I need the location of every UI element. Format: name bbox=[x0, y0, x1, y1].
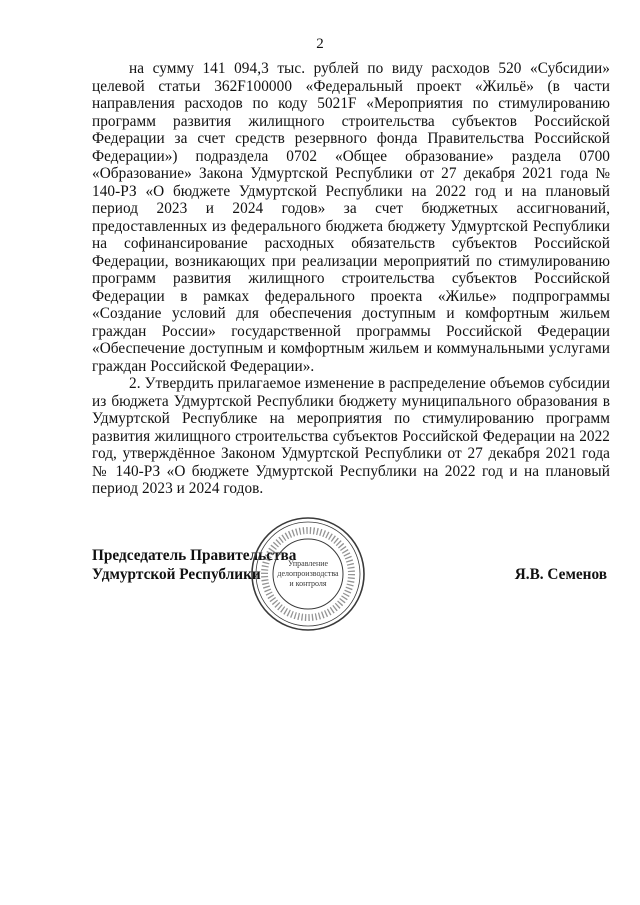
svg-text:Управление: Управление bbox=[287, 559, 329, 568]
signatory-title-line2: Удмуртской Республики bbox=[92, 566, 261, 583]
signatory-title-line1: Председатель Правительства bbox=[92, 547, 297, 564]
svg-text:и контроля: и контроля bbox=[289, 579, 327, 588]
paragraph-item-2: 2. Утвердить прилагаемое изменение в распределение объемов субсидии из бюджета Удмуртской Республики бюджету муниципального образования в Удмуртской Республике на мероприятия по стимулированию программ развития жилищного строительства субъектов Российской Федерации на 2022 год, утверждённое Законом Удмуртской Республики от 27 декабря 2021 года № 140-РЗ «О бюджете Удмуртской Республики на 2022 год и на плановый период 2023 и 2024 годов. bbox=[92, 375, 610, 497]
document-body bbox=[92, 60, 610, 498]
svg-text:делопроизводства: делопроизводства bbox=[277, 569, 339, 578]
signatory-name: Я.В. Семенов bbox=[514, 566, 607, 583]
page-number: 2 bbox=[316, 36, 324, 52]
official-seal-stamp bbox=[249, 515, 367, 633]
paragraph-continuation: на сумму 141 094,3 тыс. рублей по виду расходов 520 «Субсидии» целевой статьи 362F100000 «Федеральный проект «Жильё» (в части направления расходов по коду 5021F «Мероприятия по стимулированию программ развития жилищного строительства субъектов Российской Федерации за счет средств резервного фонда Правительства Российской Федерации») подраздела 0702 «Общее образование» раздела 0700 «Образование» Закона Удмуртской Республики от 27 декабря 2021 года № 140-РЗ «О бюджете Удмуртской Республики на 2022 год и на плановый период 2023 и 2024 годов» за счет бюджетных ассигнований, предоставленных из федерального бюджета бюджету Удмуртской Республики на софинансирование расходных обязательств субъектов Российской Федерации, возникающих при реализации мероприятий по стимулированию программ развития жилищного строительства субъектов Российской Федерации в рамках федерального проекта «Жилье» подпрограммы «Создание условий для обеспечения доступным и комфортным жильем граждан России» государственной программы Российской Федерации «Обеспечение доступным и комфортным жильем и коммунальными услугами граждан Российской Федерации». bbox=[92, 60, 610, 375]
